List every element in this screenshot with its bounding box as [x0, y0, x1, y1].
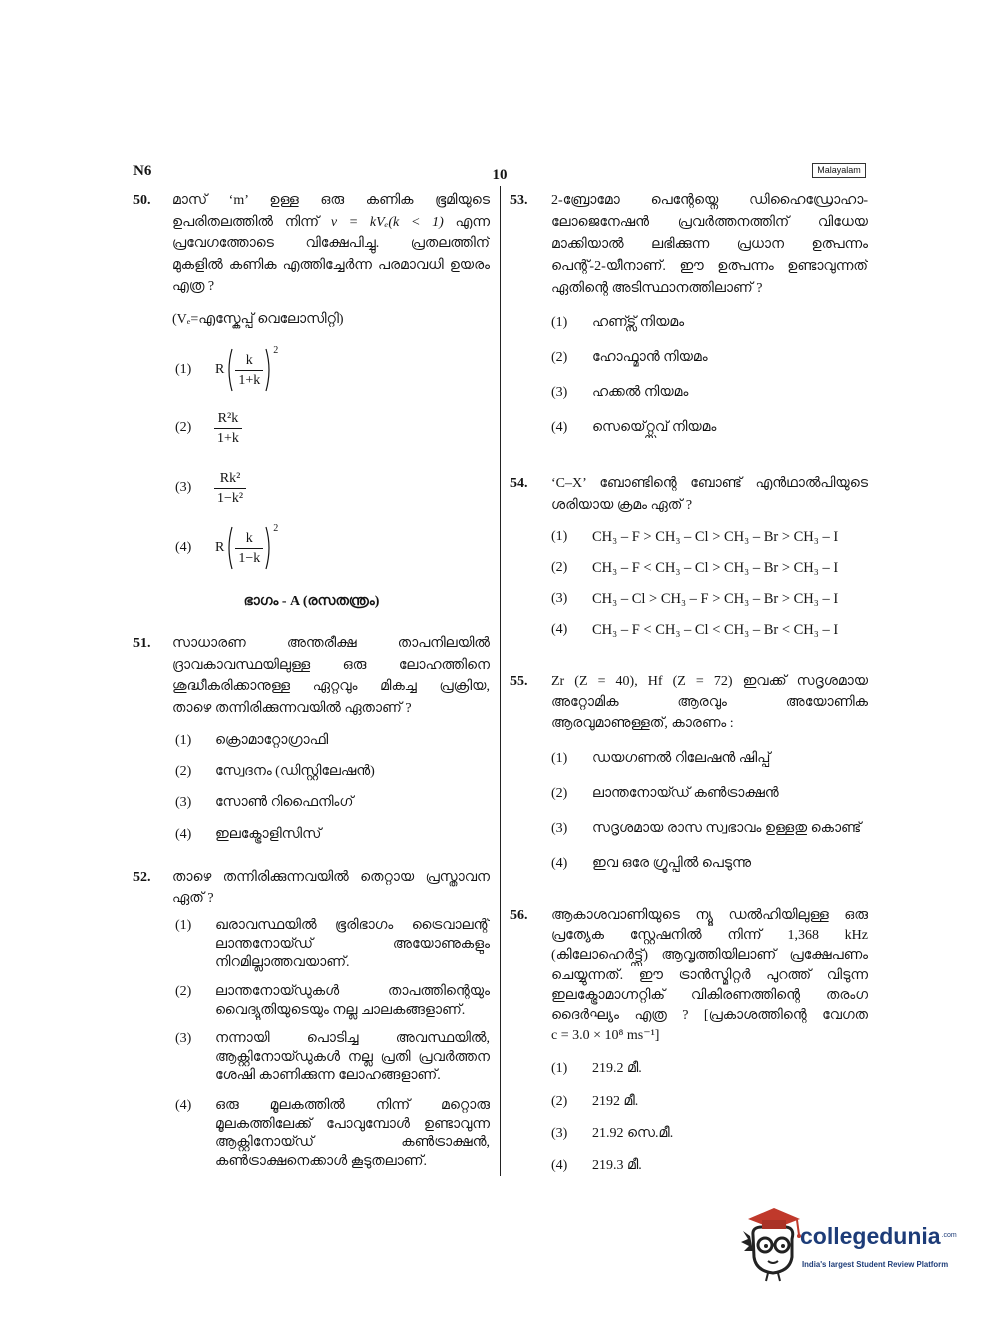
question-text-line: c = 3.0 × 10⁸ ms⁻¹]: [551, 1028, 660, 1043]
fraction-numerator: Rk²: [219, 470, 241, 486]
option-text: സദൃശമായ രാസ സ്വഭാവം ഉള്ളതു കൊണ്ട്: [592, 821, 862, 836]
option-text-line: ഖരാവസ്ഥയിൽ ഭൂരിഭാഗം ട്രൈവാലന്റ്: [215, 918, 490, 933]
question-text: [551, 473, 868, 517]
question-text-line: സാധാരണ അന്തരീക്ഷ താപനിലയിൽ: [172, 636, 490, 651]
option-text: CH₃ – Cl > CH₃ – F > CH₃ – Br > CH₃ – I: [592, 591, 839, 607]
question-text: [551, 190, 868, 300]
fraction-denominator: 1−k²: [214, 488, 246, 507]
question-note: (Vₑ=എസ്കേപ്പ് വെലോസിറ്റി): [172, 312, 344, 327]
brand-logo: [800, 1222, 957, 1250]
fraction-numerator: R²k: [217, 410, 239, 426]
option-text-line: ആക്റ്റിനോയ്ഡ് കൺട്രാക്ഷൻ,: [215, 1135, 490, 1150]
question-text: [551, 906, 868, 1046]
option-label: (1): [551, 315, 568, 330]
language-badge: Malayalam: [812, 163, 866, 178]
question-text-line: പെന്റ്-2-യീനാണ്. ഈ ഉത്പന്നം ഉണ്ടാവുന്നത്: [551, 259, 868, 274]
option-label: (4): [175, 1098, 192, 1113]
option-text: സോൺ റിഫൈനിംഗ്: [215, 795, 354, 810]
page-number: 10: [492, 167, 508, 183]
question-text-line: ആരവുമാണുള്ളത്, കാരണം :: [551, 716, 734, 731]
brand-name: collegedunia: [800, 1223, 941, 1249]
question-text: [172, 867, 490, 909]
question-text-line: പ്രത്യേക സ്റ്റേഷനിൽ നിന്ന് 1,368 kHz: [551, 928, 868, 943]
option-label: (2): [175, 984, 192, 999]
question-number: 53.: [510, 193, 528, 208]
question-text-line: ലോജെനേഷൻ പ്രവർത്തനത്തിന് വിധേയ: [551, 215, 868, 230]
option-label: (2): [551, 560, 568, 575]
option-text: ഡയഗണൽ റിലേഷൻ ഷിപ്പ്: [592, 751, 771, 766]
option-label: (1): [551, 1061, 568, 1076]
question-text-line: ദ്രാവകാവസ്ഥയിലുള്ള ഒരു ലോഹത്തിനെ: [172, 657, 490, 673]
paper-code: N6: [133, 163, 152, 179]
question-text-line: എത്ര ?: [172, 279, 215, 295]
option-text: ക്രൊമാറ്റോഗ്രാഫി: [215, 733, 329, 748]
formula-exponent: 2: [273, 345, 279, 356]
option-label: (3): [175, 1031, 192, 1046]
formula-exponent: 2: [273, 523, 279, 534]
question-text-line: ഏത് ?: [172, 891, 214, 906]
question-text-line: (കിലോഹെർട്ട്സ്) ആവൃത്തിയിലാണ് പ്രക്ഷേപണം: [551, 948, 868, 963]
fraction-denominator: 1+k: [214, 428, 242, 447]
brand-tagline: India's largest Student Review Platform: [802, 1260, 949, 1269]
option-text: ഹണ്ട്സ് നിയമം: [592, 315, 685, 330]
option-label: (2): [175, 420, 192, 435]
option-text: ഹക്കൽ നിയമം: [592, 385, 689, 400]
option-text: 219.2 മീ.: [592, 1061, 642, 1076]
text-fragment: ഉപരിതലത്തിൽ നിന്ന്: [172, 214, 320, 230]
question-text-line: ആകാശവാണിയുടെ ന്യൂ ഡൽഹിയിലുള്ള ഒരു: [551, 908, 868, 923]
option-text: സ്വേദനം (ഡിസ്റ്റിലേഷൻ): [215, 764, 375, 779]
option-label: (3): [551, 821, 568, 836]
option-text-line: ആക്റ്റിനോയ്ഡുകൾ നല്ല പ്രതി പ്രവർത്തന: [215, 1049, 490, 1065]
option-label: (3): [175, 480, 192, 495]
question-text-line: പ്രവേഗത്തോടെ വിക്ഷേപിച്ചു. പ്രതലത്തിന്: [172, 236, 490, 252]
question-text-line: [172, 212, 490, 234]
option-text-line: ലാന്തനോയ്ഡ് അയോണുകളും: [215, 936, 490, 952]
question-number: 52.: [133, 870, 151, 885]
option-formula: [213, 406, 243, 450]
option-text: CH₃ – F < CH₃ – Cl < CH₃ – Br < CH₃ – I: [592, 622, 839, 638]
question-text-line: ദൈർഘ്യം എത്ര ? [പ്രകാശത്തിന്റെ വേഗത: [551, 1008, 868, 1023]
option-text: ലാന്തനോയ്ഡ് കൺട്രാക്ഷൻ: [592, 786, 779, 801]
option-label: (1): [175, 362, 192, 377]
option-text-line: നിറമില്ലാത്തവയാണ്.: [215, 955, 350, 970]
option-text-line: നന്നായി പൊടിച്ച അവസ്ഥയിൽ,: [215, 1031, 490, 1046]
option-text: സെയ്റ്റ്സെവ് നിയമം: [592, 420, 717, 435]
question-text-line: Zr (Z = 40), Hf (Z = 72) ഇവക്ക് സദൃശമായ: [551, 674, 868, 689]
option-label: (3): [551, 1126, 568, 1141]
option-formula: [215, 346, 278, 394]
velocity-expression: v = kVₑ(k < 1): [330, 214, 444, 230]
column-divider: [500, 186, 501, 1176]
question-number: 50.: [133, 193, 151, 208]
question-text-line: ഇലക്ട്രോമാഗ്നറ്റിക് വികിരണത്തിന്റെ തരംഗ: [551, 988, 868, 1003]
option-text: [215, 1030, 490, 1086]
question-text-line: ചെയ്യുന്നത്. ഈ ട്രാൻസ്മിറ്റർ പുറത്ത് വിടുന്ന: [551, 968, 868, 983]
option-text-line: ശേഷി കാണിക്കുന്ന ലോഹങ്ങളാണ്.: [215, 1068, 441, 1083]
option-label: (1): [175, 918, 192, 933]
option-text: ഹോഫ്മാൻ നിയമം: [592, 350, 708, 365]
fraction: [235, 530, 263, 567]
section-heading: ഭാഗം - A (രസതന്ത്രം): [243, 594, 380, 609]
option-label: (1): [175, 733, 192, 748]
question-text-line: താഴെ തന്നിരിക്കുന്നവയിൽ തെറ്റായ പ്രസ്താവന: [172, 870, 490, 885]
question-text-line: താഴെ തന്നിരിക്കുന്നവയിൽ ഏതാണ് ?: [172, 700, 412, 716]
option-text: 2192 മീ.: [592, 1094, 639, 1109]
question-number: 51.: [133, 636, 151, 651]
fraction-denominator: 1−k: [235, 548, 263, 567]
question-number: 55.: [510, 674, 528, 689]
right-paren-shape: [264, 525, 273, 571]
option-formula: [215, 524, 278, 572]
option-text: [215, 917, 490, 973]
option-text-line: വൈദ്യുതിയുടെയും നല്ല ചാലകങ്ങളാണ്.: [215, 1002, 466, 1018]
option-formula: [213, 465, 247, 511]
question-text: [551, 671, 868, 734]
question-number: 54.: [510, 476, 528, 491]
question-number: 56.: [510, 908, 528, 923]
formula-coefficient: R: [215, 362, 225, 377]
option-label: (3): [551, 591, 568, 606]
option-label: (2): [551, 1094, 568, 1109]
question-text: [172, 190, 490, 298]
question-text-line: ഏതിന്റെ അടിസ്ഥാനത്തിലാണ് ?: [551, 281, 763, 296]
question-text-line: ‘C–X’ ബോണ്ടിന്റെ ബോണ്ട് എൻഥാൽപിയുടെ: [551, 476, 868, 491]
option-label: (4): [551, 1158, 568, 1173]
brand-suffix: .com: [941, 1232, 957, 1239]
option-text: CH₃ – F > CH₃ – Cl > CH₃ – Br > CH₃ – I: [592, 529, 839, 545]
option-label: (4): [175, 540, 192, 555]
option-text: CH₃ – F < CH₃ – Cl > CH₃ – Br > CH₃ – I: [592, 560, 839, 576]
question-text-line: 2-ബ്രോമോ പെന്റേയ്നെ ഡിഹൈഡ്രോഹാ-: [551, 193, 868, 208]
option-label: (2): [175, 764, 192, 779]
fraction: [214, 410, 242, 447]
option-text: 21.92 സെ.മീ.: [592, 1126, 674, 1141]
fraction-numerator: k: [245, 530, 253, 546]
question-text-line: ശുദ്ധീകരിക്കാനുള്ള ഏറ്റവും മികച്ച പ്രക്രിയ,: [172, 679, 490, 695]
student-mascot-icon: [740, 1205, 802, 1283]
option-label: (2): [551, 350, 568, 365]
left-paren-shape: [225, 525, 234, 571]
option-label: (2): [551, 786, 568, 801]
question-text-line: അറ്റോമിക ആരവും അയോണിക: [551, 695, 868, 710]
formula-coefficient: R: [215, 540, 225, 555]
option-label: (3): [551, 385, 568, 400]
option-label: (4): [551, 856, 568, 871]
question-text-line: ശരിയായ ക്രമം ഏത് ?: [551, 498, 693, 513]
option-label: (3): [175, 795, 192, 810]
question-text-line: മാക്കിയാൽ ലഭിക്കുന്ന പ്രധാന ഉത്പന്നം: [551, 237, 868, 252]
option-label: (4): [551, 420, 568, 435]
fraction-denominator: 1+k: [235, 370, 263, 389]
option-label: (4): [175, 827, 192, 842]
fraction-numerator: k: [245, 352, 253, 368]
option-text: [215, 1097, 490, 1171]
question-text: [172, 633, 490, 719]
option-label: (4): [551, 622, 568, 637]
option-label: (1): [551, 751, 568, 766]
fraction: [235, 352, 263, 389]
text-fragment: എന്ന: [455, 214, 490, 230]
option-text-line: കൺട്രാക്ഷനെക്കാൾ കൂടുതലാണ്.: [215, 1153, 428, 1169]
question-text-line: മുകളിൽ കണിക എത്തിച്ചേർന്ന പരമാവധി ഉയരം: [172, 257, 490, 273]
fraction: [214, 470, 246, 507]
option-text-line: മൂലകത്തിലേക്ക് പോവുമ്പോൾ ഉണ്ടാവുന്ന: [215, 1116, 490, 1132]
option-label: (1): [551, 529, 568, 544]
option-text: 219.3 മീ.: [592, 1158, 642, 1173]
option-text-line: ഒരു മൂലകത്തിൽ നിന്ന് മറ്റൊരു: [215, 1098, 490, 1113]
option-text-line: ലാന്തനോയ്ഡുകൾ താപത്തിന്റെയും: [215, 984, 490, 999]
right-paren-shape: [264, 347, 273, 393]
option-text: [215, 983, 490, 1020]
option-text: ഇലക്ട്രോളിസിസ്: [215, 827, 322, 842]
left-paren-shape: [225, 347, 234, 393]
question-text-line: മാസ് ‘m’ ഉള്ള ഒരു കണിക ഭൂമിയുടെ: [172, 193, 490, 208]
option-text: ഇവ ഒരേ ഗ്രൂപ്പിൽ പെടുന്നു: [592, 856, 752, 871]
